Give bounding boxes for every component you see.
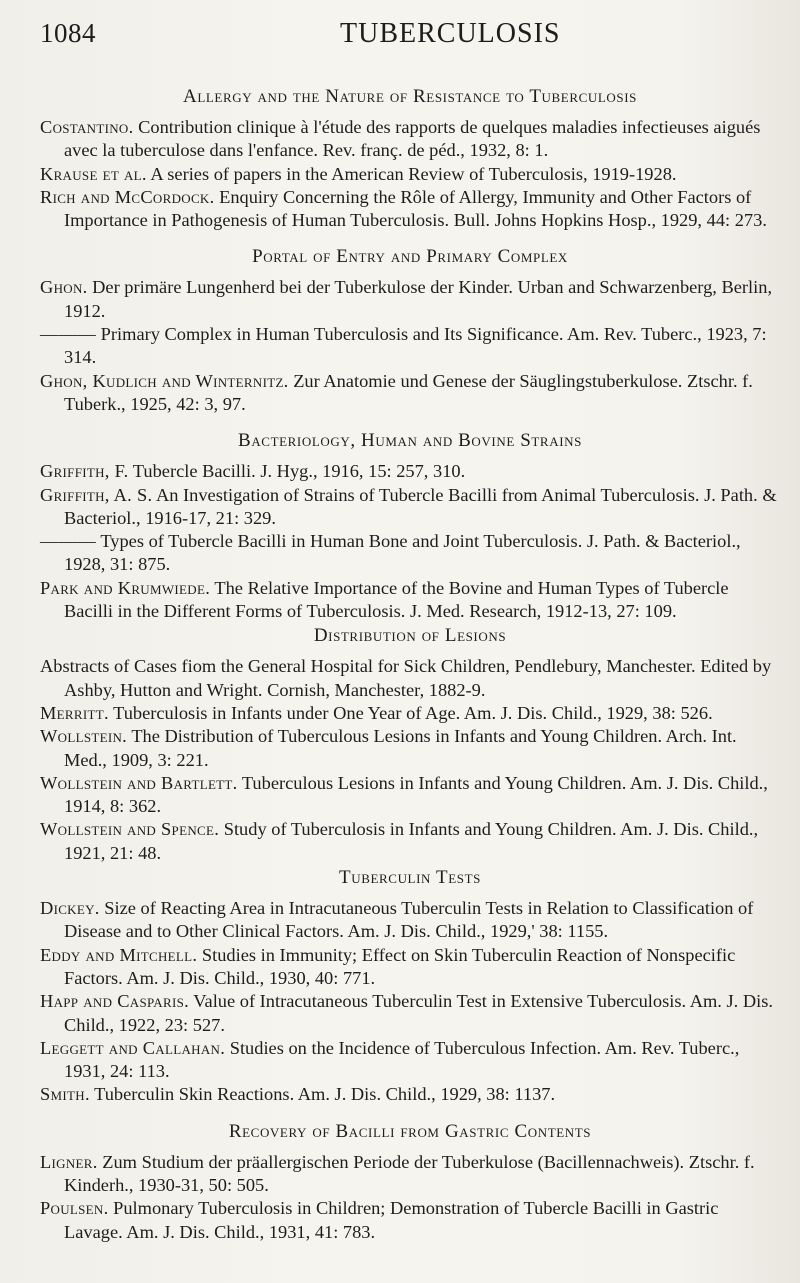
- reference-entry: [40, 323, 780, 370]
- section-title: Distribution of Lesions: [313, 625, 507, 647]
- section-title: Tuberculin Tests: [339, 867, 481, 889]
- reference-author: Dickey.: [40, 898, 100, 919]
- reference-text: Studies on the Incidence of Tuberculous Infection. Am. Rev. Tuberc., 1931, 24: 113.: [64, 1037, 740, 1082]
- reference-entry: [40, 944, 780, 991]
- reference-entry: [40, 655, 780, 702]
- reference-author: Ghon, Kudlich and Winternitz.: [40, 370, 289, 391]
- reference-author: Wollstein and Spence.: [40, 819, 220, 840]
- reference-text: Tuberculin Skin Reactions. Am. J. Dis. Child., 1929, 38: 1137.: [89, 1084, 556, 1105]
- reference-text: The Relative Importance of the Bovine and Human Types of Tubercle Bacilli in the Different Forms of Tuberculosis. J. Med. Research, 1912-13, 27: 109.: [64, 577, 729, 622]
- reference-text: Tuberculosis in Infants under One Year of Age. Am. J. Dis. Child., 1929, 38: 526.: [108, 702, 713, 723]
- reference-author: Poulsen.: [40, 1198, 109, 1219]
- reference-entry: [40, 276, 780, 323]
- reference-entry: [40, 1083, 780, 1106]
- reference-text: Der primäre Lungenherd bei der Tuberkulose der Kinder. Urban and Schwarzenberg, Berlin, 1912.: [64, 277, 773, 321]
- section-bacteriology: [40, 430, 780, 623]
- reference-entry: [40, 725, 780, 772]
- reference-text: Pulmonary Tuberculosis in Children; Demonstration of Tubercle Bacilli in Gastric Lavage. Am. J. Dis. Child., 1931, 41: 783.: [64, 1198, 719, 1242]
- reference-text: Tuberculous Lesions in Infants and Young Children. Am. J. Dis. Child., 1914, 8: 362.: [64, 772, 768, 817]
- reference-author: Eddy and Mitchell.: [40, 944, 198, 965]
- running-title: TUBERCULOSIS: [340, 18, 561, 49]
- reference-text: Study of Tuberculosis in Infants and Young Children. Am. J. Dis. Child., 1921, 21: 48.: [64, 819, 759, 863]
- section-tuberculin-tests: [40, 867, 780, 1107]
- section-title: Bacteriology, Human and Bovine Strains: [238, 430, 582, 452]
- reference-author: Griffith, A. S.: [40, 484, 153, 505]
- reference-entry: [40, 818, 780, 865]
- reference-text: Contribution clinique à l'étude des rapports de quelques maladies infectieuses aigués avec la tuberculose dans l'enfance. Rev. franç. de péd., 1932, 8: 1.: [64, 117, 761, 161]
- section-allergy: [40, 86, 780, 232]
- reference-entry: [40, 772, 780, 819]
- reference-text: A series of papers in the American Review of Tuberculosis, 1919-1928.: [146, 163, 677, 184]
- reference-entry: [40, 460, 780, 483]
- reference-author: ———: [40, 531, 97, 552]
- reference-author: Leggett and Callahan.: [40, 1037, 226, 1058]
- reference-entry: [40, 116, 780, 163]
- page-number: 1084: [40, 18, 96, 48]
- reference-entry: [40, 484, 780, 531]
- reference-author: Park and Krumwiede.: [40, 577, 211, 598]
- reference-text: An Investigation of Strains of Tubercle Bacilli from Animal Tuberculosis. J. Path. & Bacteriol., 1916-17, 21: 329.: [64, 484, 777, 528]
- reference-author: Happ and Casparis.: [40, 991, 190, 1012]
- section-portal-of-entry: [40, 246, 780, 416]
- reference-author: Costantino.: [40, 117, 134, 137]
- reference-text: Primary Complex in Human Tuberculosis and Its Significance. Am. Rev. Tuberc., 1923, 7: 314.: [64, 324, 767, 368]
- reference-entry: [40, 990, 780, 1037]
- section-distribution-of-lesions: [40, 625, 780, 865]
- reference-text: The Distribution of Tuberculous Lesions in Infants and Young Children. Arch. Int. Med., 1909, 3: 221.: [64, 726, 737, 770]
- reference-text: Types of Tubercle Bacilli in Human Bone and Joint Tuberculosis. J. Path. & Bacteriol., 1928, 31: 875.: [64, 531, 741, 575]
- reference-text: Zum Studium der präallergischen Periode der Tuberkulose (Bacillennachweis). Ztschr. f. Kinderh., 1930-31, 50: 505.: [64, 1151, 755, 1195]
- reference-entry: [40, 1197, 780, 1244]
- section-title: Portal of Entry and Primary Complex: [252, 246, 568, 268]
- reference-text: Size of Reacting Area in Intracutaneous Tuberculin Tests in Relation to Classification of Disease and to Other Clinical Factors. Am. J. Dis. Child., 1929,' 38: 1155.: [64, 898, 754, 942]
- reference-text: Abstracts of Cases fiom the General Hospital for Sick Children, Pendlebury, Manchester. Edited by Ashby, Hutton and Wright. Cornish, Manchester, 1882-9.: [40, 656, 772, 700]
- section-title: Recovery of Bacilli from Gastric Contents: [228, 1120, 592, 1142]
- section-gastric-recovery: [40, 1121, 780, 1244]
- reference-author: Griffith, F.: [40, 461, 129, 482]
- reference-entry: [40, 370, 780, 417]
- reference-author: Krause et al.: [40, 163, 147, 184]
- section-title: Allergy and the Nature of Resistance to Tuberculosis: [183, 86, 637, 107]
- reference-text: Tubercle Bacilli. J. Hyg., 1916, 15: 257, 310.: [128, 461, 466, 482]
- reference-text: Enquiry Concerning the Rôle of Allergy, Immunity and Other Factors of Importance in Pathogenesis of Human Tuberculosis. Bull. Johns Hopkins Hosp., 1929, 44: 273.: [64, 186, 767, 231]
- reference-entry: [40, 186, 780, 233]
- reference-entry: [40, 897, 780, 944]
- reference-author: Ligner.: [40, 1151, 98, 1172]
- reference-entry: [40, 702, 780, 725]
- reference-entry: [40, 530, 780, 577]
- reference-text: Zur Anatomie und Genese der Säuglingstuberkulose. Ztschr. f. Tuberk., 1925, 42: 3, 97.: [64, 370, 753, 414]
- reference-entry: [40, 577, 780, 624]
- reference-text: Value of Intracutaneous Tuberculin Test in Extensive Tuberculosis. Am. J. Dis. Child., 1922, 23: 527.: [64, 991, 773, 1035]
- reference-entry: [40, 163, 780, 186]
- bibliography: [40, 86, 780, 1258]
- reference-author: Wollstein and Bartlett.: [40, 772, 238, 793]
- reference-author: ———: [40, 324, 97, 345]
- reference-entry: [40, 1151, 780, 1198]
- page-header: [40, 8, 770, 48]
- reference-author: Rich and McCordock.: [40, 186, 215, 207]
- reference-author: Merritt.: [40, 702, 109, 723]
- reference-entry: [40, 1037, 780, 1084]
- reference-author: Ghon.: [40, 277, 88, 298]
- reference-author: Smith.: [40, 1084, 90, 1105]
- reference-text: Studies in Immunity; Effect on Skin Tuberculin Reaction of Nonspecific Factors. Am. J. Dis. Child., 1930, 40: 771.: [64, 944, 736, 988]
- reference-author: Wollstein.: [40, 726, 128, 747]
